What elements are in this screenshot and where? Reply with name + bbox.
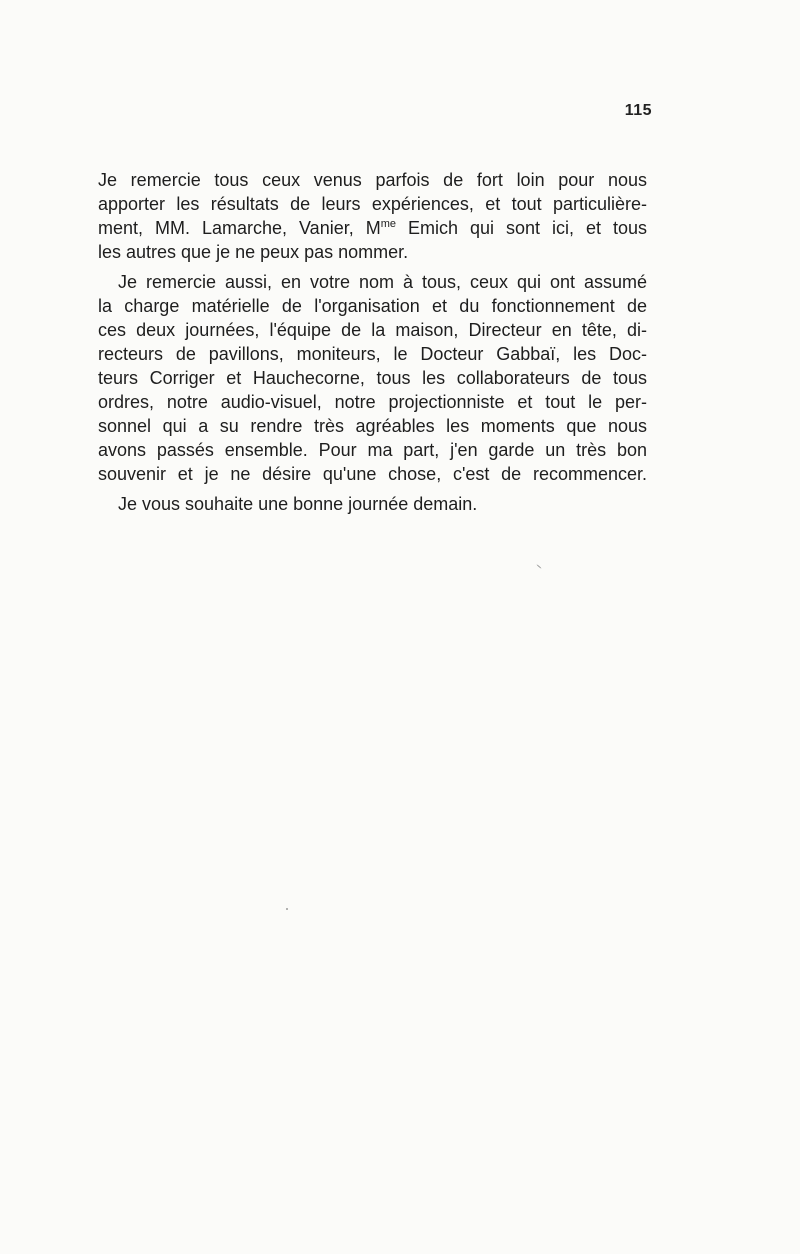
text-line: sonnel qui a su rendre très agréables les moments que nous	[98, 416, 647, 436]
superscript: me	[380, 218, 396, 230]
text-segment: ment, MM. Lamarche, Vanier, M	[98, 218, 381, 238]
text-segment: Emich qui sont ici, et tous	[395, 218, 647, 238]
text-line: ordres, notre audio-visuel, notre projectionniste et tout le per-	[98, 392, 647, 412]
text-line: recteurs de pavillons, moniteurs, le Docteur Gabbaï, les Doc-	[98, 344, 647, 364]
text-line: ces deux journées, l'équipe de la maison, Directeur en tête, di-	[98, 320, 647, 340]
body-text	[98, 168, 647, 522]
text-line: souvenir et je ne désire qu'une chose, c'est de recommencer.	[98, 464, 647, 484]
paragraph-2	[98, 270, 647, 486]
text-line	[98, 216, 647, 240]
text-line: Je remercie tous ceux venus parfois de fort loin pour nous	[98, 170, 647, 190]
paragraph-1	[98, 168, 647, 264]
text-line: avons passés ensemble. Pour ma part, j'en garde un très bon	[98, 440, 647, 460]
text-line: apporter les résultats de leurs expériences, et tout particulière-	[98, 194, 647, 214]
text-line: Je remercie aussi, en votre nom à tous, ceux qui ont assumé	[118, 272, 647, 292]
paragraph-3	[98, 492, 647, 516]
text-line: la charge matérielle de l'organisation et du fonctionnement de	[98, 296, 647, 316]
text-line: Je vous souhaite une bonne journée demain.	[118, 494, 478, 514]
scan-speck	[286, 908, 288, 910]
text-line: teurs Corriger et Hauchecorne, tous les collaborateurs de tous	[98, 368, 647, 388]
page-number: 115	[624, 102, 652, 119]
text-line: les autres que je ne peux pas nommer.	[98, 242, 409, 262]
scan-speck	[536, 564, 541, 569]
